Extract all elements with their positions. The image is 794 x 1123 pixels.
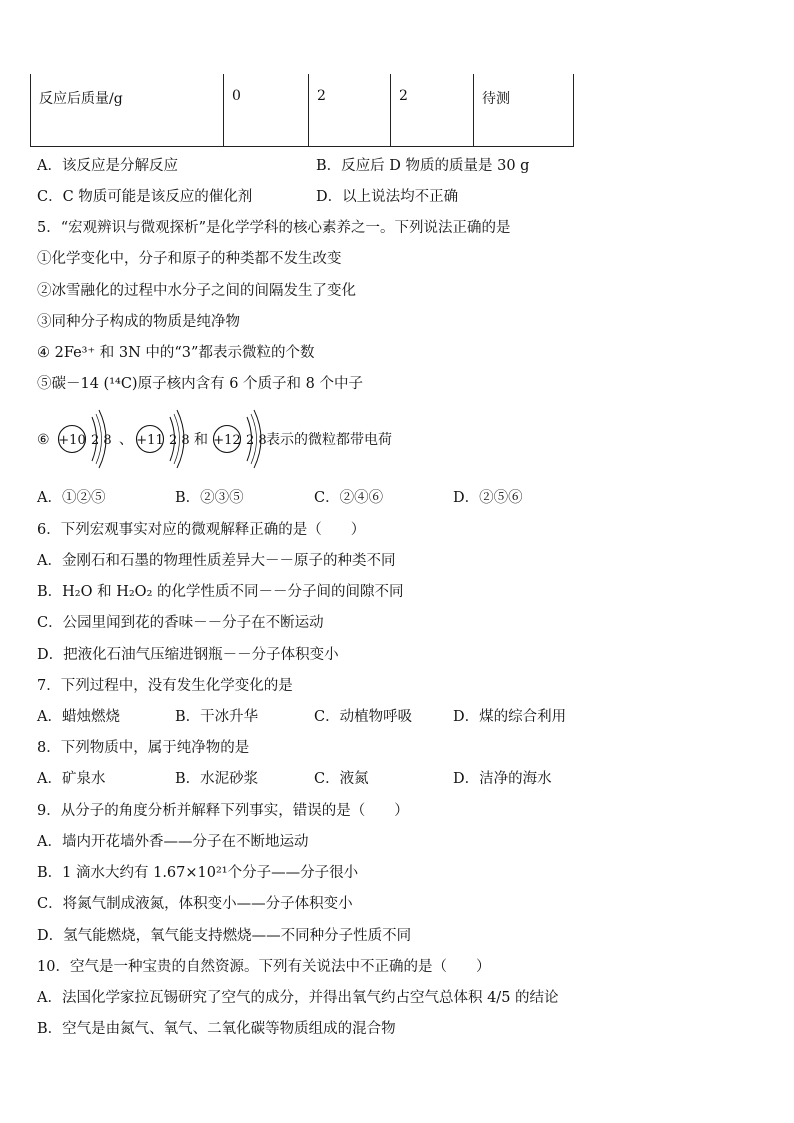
q8-option-b: B．水泥砂浆 <box>175 771 259 787</box>
mass-table <box>30 74 574 147</box>
q5-option-d: D．②⑤⑥ <box>453 490 523 506</box>
q10-option-a: A．法国化学家拉瓦锡研究了空气的成分，并得出氧气约占空气总体积 4/5 的结论 <box>37 990 559 1006</box>
q4-option-b: B．反应后 D 物质的质量是 30 g <box>316 158 530 174</box>
q8-option-a: A．矿泉水 <box>37 771 106 787</box>
nucleus-charge: +12 <box>213 433 241 448</box>
q5-option-a: A．①②⑤ <box>37 490 106 506</box>
q6-option-a: A．金刚石和石墨的物理性质差异大－－原子的种类不同 <box>37 553 396 569</box>
atom-diagram-2 <box>136 410 189 468</box>
separator: 和 <box>194 432 208 448</box>
atom-diagram-1 <box>58 410 111 468</box>
q5-statement-6-atom-diagrams <box>37 404 637 474</box>
electron-shells: 2 8 <box>91 433 112 448</box>
q6-option-c: C．公园里闻到花的香味－－分子在不断运动 <box>37 615 324 631</box>
q10-option-b: B．空气是由氮气、氧气、二氧化碳等物质组成的混合物 <box>37 1021 396 1037</box>
table-cell: 待测 <box>474 74 574 146</box>
q5-statement-1: ①化学变化中，分子和原子的种类都不发生改变 <box>37 251 342 267</box>
q9-option-d: D．氢气能燃烧，氧气能支持燃烧——不同种分子性质不同 <box>37 928 412 944</box>
q7-option-b: B．干冰升华 <box>175 709 259 725</box>
q5-statement-3: ③同种分子构成的物质是纯净物 <box>37 314 240 330</box>
q8-stem: 8．下列物质中，属于纯净物的是 <box>37 740 250 756</box>
q5-option-b: B．②③⑤ <box>175 490 244 506</box>
q8-option-c: C．液氮 <box>314 771 369 787</box>
atom-diagram-3 <box>213 410 266 468</box>
q4-option-d: D．以上说法均不正确 <box>316 189 459 205</box>
q6-stem: 6．下列宏观事实对应的微观解释正确的是（ ） <box>37 522 366 538</box>
q5-statement-5: ⑤碳－14 (¹⁴C)原子核内含有 6 个质子和 8 个中子 <box>37 376 363 392</box>
separator: 、 <box>119 432 133 448</box>
table-cell: 2 <box>309 74 391 146</box>
q9-stem: 9．从分子的角度分析并解释下列事实，错误的是（ ） <box>37 803 409 819</box>
table-cell: 2 <box>391 74 474 146</box>
q8-option-d: D．洁净的海水 <box>453 771 552 787</box>
q5-statement-4: ④ 2Fe³⁺ 和 3N 中的“3”都表示微粒的个数 <box>37 345 315 361</box>
q5-option-c: C．②④⑥ <box>314 490 384 506</box>
q6-option-d: D．把液化石油气压缩进钢瓶－－分子体积变小 <box>37 647 339 663</box>
nucleus-charge: +11 <box>136 433 164 448</box>
q7-option-a: A．蜡烛燃烧 <box>37 709 120 725</box>
q7-option-d: D．煤的综合利用 <box>453 709 567 725</box>
q5-stem: 5．“宏观辨识与微观探析”是化学学科的核心素养之一。下列说法正确的是 <box>37 220 511 236</box>
statement-6-marker: ⑥ <box>37 432 50 448</box>
table-row <box>31 74 574 146</box>
nucleus-charge: +10 <box>58 433 86 448</box>
table-cell: 0 <box>224 74 309 146</box>
q4-option-c: C．C 物质可能是该反应的催化剂 <box>37 189 253 205</box>
q6-option-b: B．H₂O 和 H₂O₂ 的化学性质不同－－分子间的间隙不同 <box>37 584 404 600</box>
electron-shells: 2 8 <box>169 433 190 448</box>
q9-option-a: A．墙内开花墙外香——分子在不断地运动 <box>37 834 309 850</box>
q9-option-c: C．将氮气制成液氮，体积变小——分子体积变小 <box>37 896 353 912</box>
table-cell-label: 反应后质量/g <box>31 74 224 146</box>
q7-stem: 7．下列过程中，没有发生化学变化的是 <box>37 678 293 694</box>
statement-6-text: 表示的微粒都带电荷 <box>266 432 392 448</box>
q5-statement-2: ②冰雪融化的过程中水分子之间的间隔发生了变化 <box>37 283 356 299</box>
q9-option-b: B．1 滴水大约有 1.67×10²¹个分子——分子很小 <box>37 865 359 881</box>
q7-option-c: C．动植物呼吸 <box>314 709 413 725</box>
electron-shells: 2 8 <box>246 433 267 448</box>
q10-stem: 10．空气是一种宝贵的自然资源。下列有关说法中不正确的是（ ） <box>37 959 491 975</box>
q4-option-a: A．该反应是分解反应 <box>37 158 178 174</box>
atom-structure-figure <box>37 404 637 474</box>
